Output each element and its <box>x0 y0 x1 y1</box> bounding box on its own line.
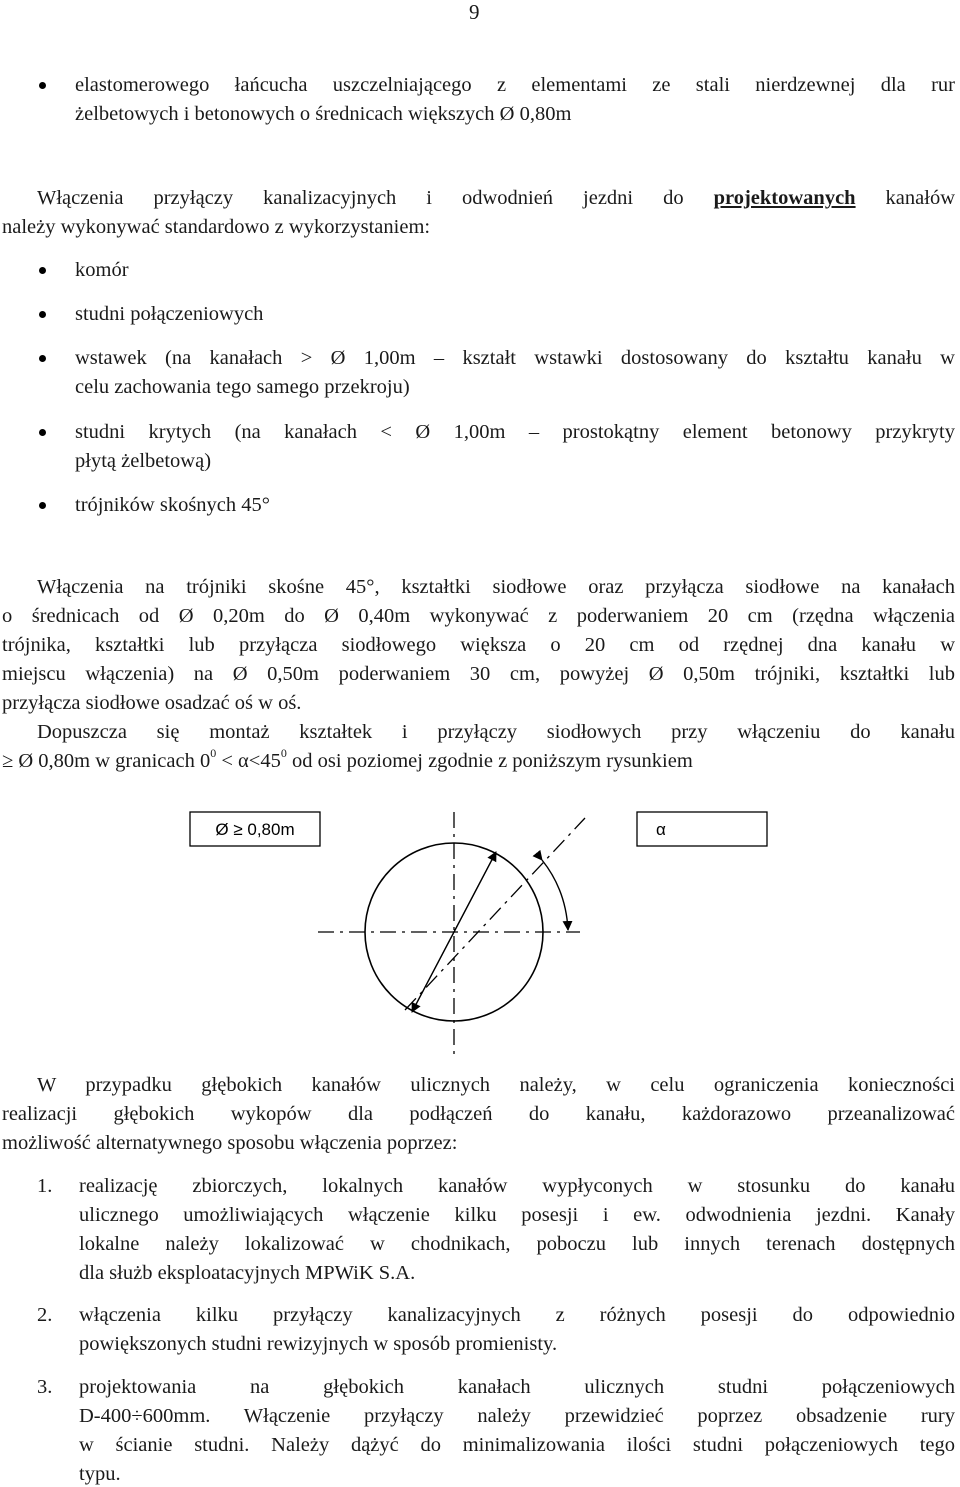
list-item-line: włączenia kilku przyłączy kanalizacyjnych z różnych posesji do odpowiednio <box>79 1304 955 1326</box>
list-number: 2. <box>37 1304 53 1326</box>
bullet-text: elastomerowego łańcucha uszczelniającego z elementami ze stali nierdzewnej dla rur <box>75 74 955 96</box>
bullet-dot <box>39 82 46 89</box>
bullet-dot <box>39 355 46 362</box>
underlined-word: projektowanych <box>713 187 856 209</box>
bullet-text: celu zachowania tego samego przekroju) <box>75 376 410 398</box>
list-number: 3. <box>37 1376 53 1398</box>
paragraph-line: należy wykonywać standardowo z wykorzystaniem: <box>2 216 431 238</box>
list-item-line: lokalne należy lokalizować w chodnikach, poboczu lub innych terenach dostępnych <box>79 1233 955 1255</box>
paragraph-line: możliwość alternatywnego sposobu włączenia poprzez: <box>2 1132 458 1154</box>
branch-axis <box>405 818 585 1010</box>
page-number: 9 <box>469 0 480 24</box>
paragraph-line: ≥ Ø 0,80m w granicach $0^0 < \alpha<45^0$ od osi poziomej zgodnie z poniższym rysunkiem <box>2 746 693 772</box>
bullet-dot <box>39 502 46 509</box>
paragraph-line: przyłącza siodłowe osadzać oś w oś. <box>2 692 302 714</box>
diameter-label: Ø ≥ 0,80m <box>215 820 295 839</box>
list-item-line: w ścianie studni. Należy dążyć do minimalizowania ilości studni połączeniowych tego <box>79 1434 955 1456</box>
paragraph-line: W przypadku głębokich kanałów ulicznych należy, w celu ograniczenia konieczności <box>37 1074 955 1096</box>
bullet-dot <box>39 429 46 436</box>
bullet-text: wstawek (na kanałach > Ø 1,00m – kształt wstawki dostosowany do kształtu kanału w <box>75 347 955 369</box>
bullet-text: studni połączeniowych <box>75 303 264 325</box>
list-item-line: ulicznego umożliwiających włączenie kilku posesji i ew. odwodnienia jezdni. Kanały <box>79 1204 955 1226</box>
list-number: 1. <box>37 1175 53 1197</box>
bullet-text: komór <box>75 259 129 281</box>
paragraph-line: trójnika, kształtki lub przyłącza siodłowego większa o 20 cm od rzędnej dna kanału w <box>2 634 955 656</box>
bullet-dot <box>39 311 46 318</box>
list-item-line: realizację zbiorczych, lokalnych kanałów wypłyconych w stosunku do kanału <box>79 1175 955 1197</box>
angle-label: α <box>656 820 666 839</box>
list-item-line: projektowania na głębokich kanałach ulicznych studni połączeniowych <box>79 1376 955 1398</box>
bullet-text: trójników skośnych 45° <box>75 494 270 516</box>
angle-arc <box>542 860 568 930</box>
list-item-line: dla służb eksploatacyjnych MPWiK S.A. <box>79 1262 416 1284</box>
paragraph-line: o średnicach od Ø 0,20m do Ø 0,40m wykonywać z poderwaniem 20 cm (rzędna włączenia <box>2 605 955 627</box>
bullet-text: płytą żelbetową) <box>75 450 212 472</box>
paragraph-line: miejscu włączenia) na Ø 0,50m poderwaniem 30 cm, powyżej Ø 0,50m trójniki, kształtki lub <box>2 663 955 685</box>
paragraph-line: Włączenia przyłączy kanalizacyjnych i odwodnień jezdni do projektowanych kanałów <box>37 187 956 209</box>
bullet-text: studni krytych (na kanałach < Ø 1,00m – prostokątny element betonowy przykryty <box>75 421 955 443</box>
list-item-line: typu. <box>79 1463 121 1485</box>
angle-diagram <box>0 790 960 1090</box>
paragraph-line: Dopuszcza się montaż kształtek i przyłączy siodłowych przy włączeniu do kanału <box>37 721 955 743</box>
bullet-text: żelbetowych i betonowych o średnicach większych Ø 0,80m <box>75 103 572 125</box>
paragraph-line: Włączenia na trójniki skośne 45°, kształtki siodłowe oraz przyłącza siodłowe na kanałach <box>37 576 955 598</box>
bullet-dot <box>39 267 46 274</box>
paragraph-line: realizacji głębokich wykopów dla podłączeń do kanału, każdorazowo przeanalizować <box>2 1103 955 1125</box>
list-item-line: powiększonych studni rewizyjnych w sposób promienisty. <box>79 1333 558 1355</box>
list-item-line: D-400÷600mm. Włączenie przyłączy należy przewidzieć poprzez obsadzenie rury <box>79 1405 955 1427</box>
